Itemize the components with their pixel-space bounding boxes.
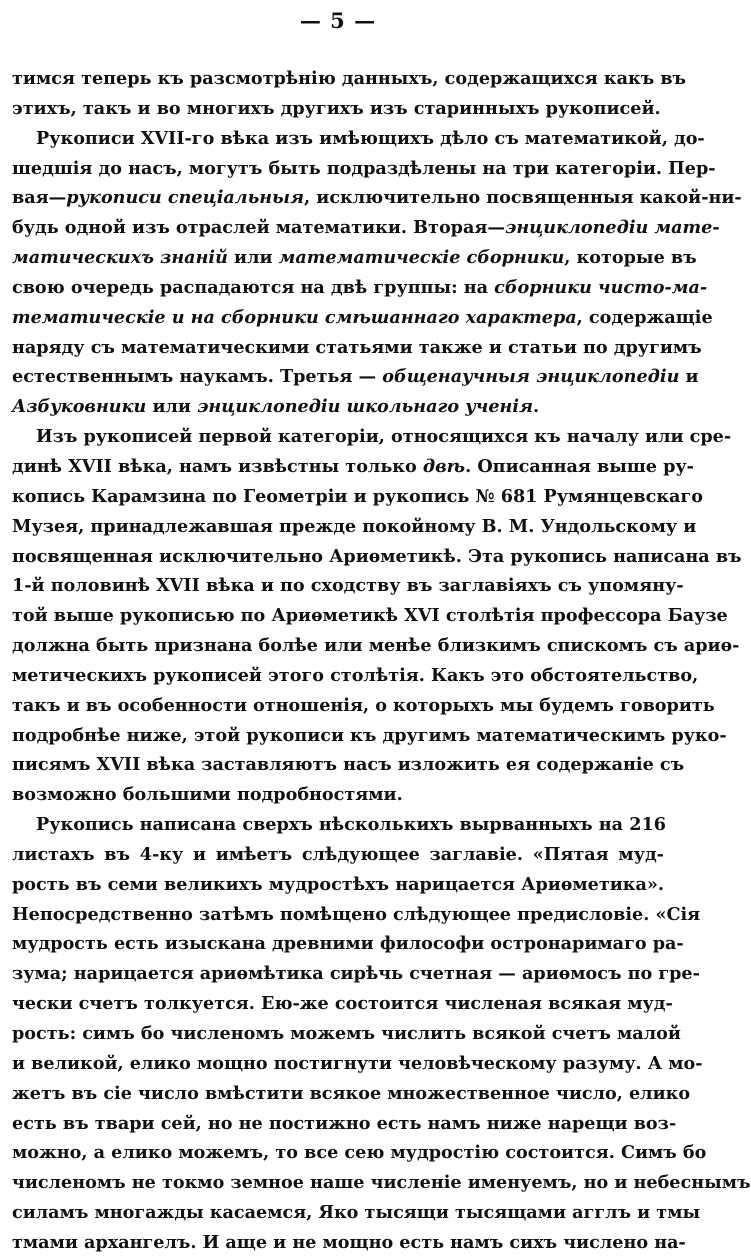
text-segment: тимся теперь къ разсмотрѣнію данныхъ, содержащихся какъ въ	[12, 68, 687, 89]
text-line	[12, 1198, 701, 1228]
text-line	[12, 512, 697, 542]
text-segment: , исключительно посвященныя какой-ни-	[304, 187, 742, 209]
text-segment: 1-й половинѣ XVII вѣка и по сходству въ заглавіяхъ съ упомяну-	[12, 575, 684, 597]
text-segment: зума; нарицается ариѳмѣтика сирѣчь счетная — ариѳмосъ по гре-	[12, 963, 700, 985]
text-segment: и	[679, 366, 699, 388]
paragraph	[12, 124, 742, 422]
text-line	[12, 870, 664, 900]
italic-text: двѣ	[422, 455, 466, 477]
text-segment: возможно большими подробностями.	[12, 784, 403, 806]
text-segment: писямъ XVII вѣка заставляютъ насъ изложить ея содержаніе съ	[12, 754, 685, 776]
text-segment: такъ и въ особенности отношенія, о которыхъ мы будемъ говорить	[12, 694, 715, 716]
italic-text: сборники чисто-ма-	[494, 276, 708, 298]
text-line	[12, 333, 702, 363]
text-line	[12, 273, 708, 303]
text-line	[12, 362, 699, 392]
text-line	[12, 243, 697, 273]
text-segment: можно, а елико можемъ, то все сею мудростію состоится. Симъ бо	[12, 1142, 707, 1164]
text-segment: рость: симъ бо численомъ можемъ числить всякой счетъ малой	[12, 1023, 681, 1044]
text-line	[12, 631, 740, 661]
text-segment: , которые въ	[564, 247, 697, 269]
text-segment: тмами архангелъ. И аще и не мощно есть намъ сихъ числено на-	[12, 1231, 686, 1253]
text-line	[12, 900, 701, 930]
text-line	[12, 601, 728, 631]
text-segment: .	[533, 396, 540, 418]
text-line	[12, 810, 664, 840]
text-line	[12, 1049, 703, 1079]
text-segment: наряду съ математическими статьями также и статьи по другимъ	[12, 336, 702, 358]
text-segment: будь одной изъ отраслей математики. Вторая—	[12, 217, 505, 239]
text-segment: жетъ въ сіе число вмѣстити всякое множественное число, елико	[12, 1082, 691, 1104]
text-line	[12, 780, 664, 810]
italic-text: рукописи спеціальныя	[66, 187, 305, 209]
text-line	[12, 154, 716, 184]
text-segment: , содержащіе	[576, 306, 713, 328]
text-line	[12, 94, 664, 124]
text-line	[12, 691, 715, 721]
body-text	[12, 64, 751, 1258]
text-line	[12, 183, 742, 213]
text-segment: Музея, принадлежавшая прежде покойному В. М. Ундольскому и	[12, 515, 697, 537]
text-segment: или	[227, 247, 279, 269]
text-segment: посвященная исключительно Ариѳметикѣ. Эта рукопись написана въ	[12, 545, 742, 567]
text-segment: копись Карамзина по Геометріи и рукопись № 681 Румянцевскаго	[12, 485, 703, 507]
text-segment: Изъ рукописей первой категоріи, относящихся къ началу или сре-	[36, 426, 732, 448]
text-line	[12, 213, 720, 243]
text-segment: есть въ твари сей, но не постижно есть намъ ниже нарещи воз-	[12, 1112, 677, 1134]
text-segment: динѣ XVII вѣка, намъ извѣстны только	[12, 455, 423, 477]
text-segment: мудрость есть изыскана древними философи остронаримаго ра-	[12, 933, 684, 955]
text-segment: силамъ многажды касаемся, Яко тысящи тысящами агглъ и тмы	[12, 1202, 701, 1224]
text-segment: той выше рукописью по Ариѳметикѣ XVI столѣтія профессора Баузе	[12, 605, 728, 627]
italic-text: тематическіе и на сборники смѣшаннаго характера	[12, 306, 577, 328]
text-line	[12, 542, 742, 572]
text-segment: . Описанная выше ру-	[465, 455, 694, 477]
text-line	[12, 1138, 707, 1168]
text-segment: свою очередь распадаются на двѣ группы: на	[12, 276, 495, 298]
text-segment: численомъ не токмо земное наше численіе именуемъ, но и небеснымъ	[12, 1172, 751, 1194]
text-line	[12, 482, 703, 512]
text-segment: рость въ семи великихъ мудростѣхъ нарицается Ариѳметика».	[12, 873, 664, 895]
italic-text: общенаучныя энциклопедіи	[382, 366, 680, 388]
text-segment: или	[146, 396, 198, 418]
paragraph	[12, 810, 751, 1258]
italic-text: Азбуковники	[12, 396, 147, 418]
italic-text: математическіе сборники	[278, 247, 565, 269]
text-segment: этихъ, такъ и во многихъ другихъ изъ старинныхъ рукописей.	[12, 97, 661, 119]
text-line	[12, 422, 732, 452]
text-segment: Рукопись написана сверхъ нѣсколькихъ вырванныхъ на 216	[36, 814, 666, 836]
paragraph	[12, 64, 687, 124]
text-line	[12, 1079, 691, 1109]
italic-text: энциклопедіи мате-	[504, 217, 720, 239]
text-segment: чески счетъ толкуется. Ею-же состоится численая всякая муд-	[12, 993, 673, 1015]
text-segment: должна быть признана болѣе или менѣе близкимъ спискомъ съ ариѳ-	[12, 635, 740, 657]
text-segment: метическихъ рукописей этого столѣтія. Какъ это обстоятельство,	[12, 664, 699, 686]
italic-text: энциклопедіи школьнаго ученія	[197, 396, 534, 418]
text-segment: вая—	[12, 187, 67, 209]
text-line	[12, 452, 694, 482]
text-line	[12, 661, 699, 691]
italic-text: матическихъ знаній	[12, 247, 228, 269]
text-segment: естественнымъ наукамъ. Третья —	[12, 366, 383, 388]
text-line	[12, 124, 705, 154]
text-segment: подробнѣе ниже, этой рукописи къ другимъ математическимъ руко-	[12, 724, 727, 746]
text-segment: Рукописи XVII-го вѣка изъ имѣющихъ дѣло съ математикой, до-	[36, 127, 705, 149]
text-line	[12, 721, 727, 751]
text-line	[12, 1109, 677, 1139]
text-line	[12, 840, 664, 870]
text-line	[12, 392, 664, 422]
text-line	[12, 1168, 751, 1198]
paragraph	[12, 422, 742, 810]
text-segment: шедшія до насъ, могутъ быть подраздѣлены на три категоріи. Пер-	[12, 157, 716, 179]
text-line	[12, 64, 687, 94]
text-segment: листахъ въ 4-ку и имѣетъ слѣдующее заглавіе. «Пятая муд-	[12, 843, 664, 865]
text-line	[12, 750, 685, 780]
text-line	[12, 303, 713, 333]
text-segment: и великой, елико мощно постигнути человѣческому разуму. А мо-	[12, 1052, 703, 1074]
text-line	[12, 1019, 681, 1049]
text-line	[12, 989, 673, 1019]
text-line	[12, 1228, 686, 1258]
text-segment: Непосредственно затѣмъ помѣщено слѣдующее предисловіе. «Сія	[12, 903, 701, 925]
text-line	[12, 959, 700, 989]
text-line	[12, 571, 684, 601]
page-number: — 5 —	[299, 8, 377, 33]
text-line	[12, 929, 684, 959]
